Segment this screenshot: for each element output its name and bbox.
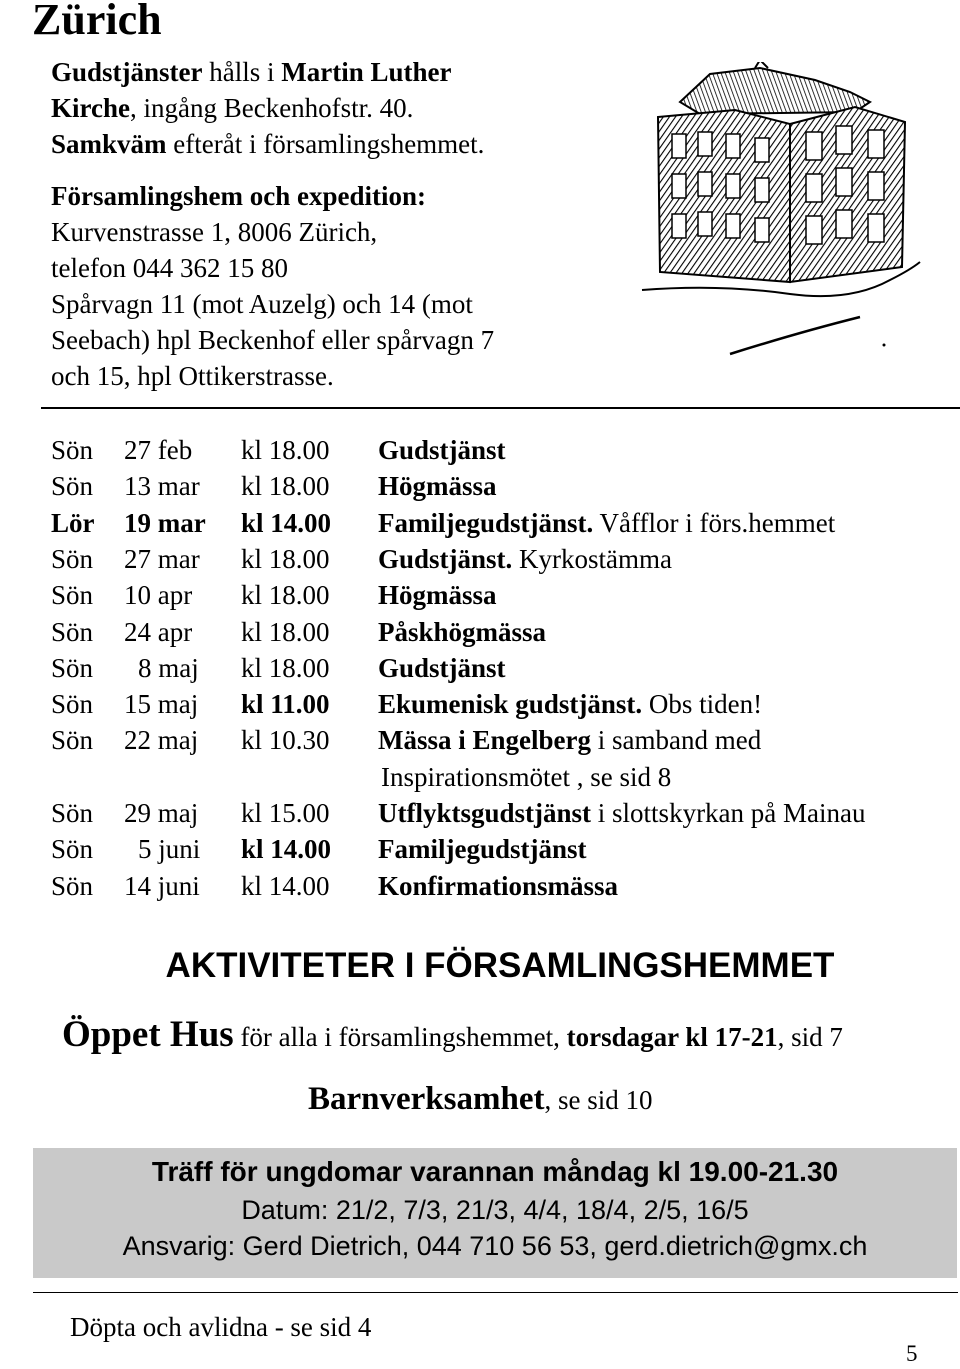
schedule-event-title: Familjegudstjänst — [378, 834, 587, 865]
schedule-row — [51, 650, 951, 686]
schedule-time: kl 11.00 — [241, 689, 330, 720]
intro-line-4: Församlingshem och expedition: — [51, 181, 426, 211]
schedule-time: kl 14.00 — [241, 834, 332, 865]
schedule-event-title: Gudstjänst. — [378, 543, 513, 574]
church-building-illustration — [640, 62, 936, 362]
schedule-event — [378, 722, 761, 758]
schedule-row — [51, 868, 951, 904]
intro-line-7: Spårvagn 11 (mot Auzelg) och 14 (mot — [51, 289, 473, 319]
page-title: Zürich — [32, 0, 162, 44]
schedule-row — [51, 795, 951, 831]
youth-box-dates: Datum: 21/2, 7/3, 21/3, 4/4, 18/4, 2/5, 16/5 — [241, 1195, 749, 1225]
schedule-row — [51, 722, 951, 758]
schedule-date: 22 maj — [124, 725, 199, 756]
schedule-event — [378, 831, 587, 867]
schedule-day: Sön — [51, 435, 94, 465]
schedule-time: kl 18.00 — [241, 616, 330, 647]
schedule-date: 27 mar — [124, 543, 200, 574]
schedule-row — [51, 432, 951, 468]
schedule-event-title: Ekumenisk gudstjänst. — [378, 689, 643, 720]
schedule-event — [378, 686, 762, 722]
schedule-event-note: Inspirationsmötet , se sid 8 — [381, 761, 672, 792]
schedule-time: kl 14.00 — [241, 507, 332, 538]
schedule-day: Lör — [51, 507, 95, 538]
section-divider — [41, 407, 960, 409]
schedule-event-note: Kyrkostämma — [512, 543, 673, 574]
schedule-event-title: Utflyktsgudstjänst — [378, 798, 592, 828]
schedule-day: Sön — [51, 616, 94, 647]
schedule-date: 8 maj — [138, 652, 199, 683]
schedule-event — [378, 468, 497, 504]
schedule-day: Sön — [51, 652, 94, 683]
schedule-event — [378, 614, 546, 650]
schedule-event-title: Gudstjänst — [378, 652, 506, 683]
intro-line-2: Kirche, ingång Beckenhofstr. 40. — [51, 93, 414, 123]
schedule-event-title: Gudstjänst — [378, 435, 506, 465]
schedule-day: Sön — [51, 471, 94, 502]
schedule-row — [51, 686, 951, 722]
schedule-event-note: Obs tiden! — [642, 689, 763, 720]
oppet-hus-line: Öppet Hus för alla i församlingshemmet, torsdagar kl 17-21, sid 7 — [62, 1014, 843, 1055]
intro-line-6: telefon 044 362 15 80 — [51, 253, 288, 283]
schedule-event-title: Familjegudstjänst. — [378, 507, 594, 538]
schedule-event-title: Mässa i Engelberg — [378, 725, 591, 756]
schedule-row — [51, 577, 951, 613]
page-number: 5 — [906, 1341, 918, 1366]
barnverksamhet-line: Barnverksamhet, se sid 10 — [308, 1081, 653, 1117]
schedule-time: kl 18.00 — [241, 543, 330, 574]
schedule-day: Sön — [51, 870, 94, 901]
footer-divider — [33, 1292, 958, 1293]
schedule-event-title: Högmässa — [378, 471, 497, 502]
intro-line-3: Samkväm efteråt i församlingshemmet. — [51, 129, 485, 159]
schedule-event — [378, 541, 672, 577]
schedule-event — [378, 650, 506, 686]
schedule-row — [51, 831, 951, 867]
footer-note: Döpta och avlidna - se sid 4 — [70, 1312, 372, 1342]
schedule-time: kl 18.00 — [241, 471, 330, 502]
schedule-event-note: Våfflor i förs.hemmet — [593, 507, 836, 538]
schedule-event-title: Högmässa — [378, 580, 497, 611]
schedule-row — [51, 468, 951, 504]
intro-line-5: Kurvenstrasse 1, 8006 Zürich, — [51, 217, 378, 247]
activities-heading: AKTIVITETER I FÖRSAMLINGSHEMMET — [165, 946, 835, 985]
schedule-event-title: Konfirmationsmässa — [378, 870, 619, 901]
schedule-event — [378, 868, 618, 904]
schedule-time: kl 18.00 — [241, 435, 330, 465]
youth-box-title: Träff för ungdomar varannan måndag kl 19.00-21.30 — [151, 1156, 839, 1187]
schedule-date: 19 mar — [124, 507, 206, 538]
schedule-day: Sön — [51, 689, 94, 720]
schedule-row — [51, 759, 951, 795]
schedule-date: 24 apr — [124, 616, 193, 647]
intro-line-8: Seebach) hpl Beckenhof eller spårvagn 7 — [51, 325, 495, 355]
schedule-date: 29 maj — [124, 798, 199, 828]
schedule-date: 5 juni — [138, 834, 201, 865]
schedule-day: Sön — [51, 798, 94, 828]
schedule-row — [51, 505, 951, 541]
intro-line-1: Gudstjänster hålls i Martin Luther — [51, 57, 452, 87]
intro-line-9: och 15, hpl Ottikerstrasse. — [51, 361, 334, 391]
schedule-date: 13 mar — [124, 471, 200, 502]
schedule-row — [51, 541, 951, 577]
schedule-row — [51, 614, 951, 650]
schedule-time: kl 18.00 — [241, 580, 330, 611]
schedule-event-note: i samband med — [591, 725, 762, 756]
schedule-event-note: i slottskyrkan på Mainau — [591, 798, 866, 828]
schedule-day: Sön — [51, 834, 94, 865]
schedule-event — [378, 795, 866, 831]
youth-meeting-box — [33, 1148, 957, 1278]
youth-box-contact: Ansvarig: Gerd Dietrich, 044 710 56 53, gerd.dietrich@gmx.ch — [122, 1231, 868, 1261]
schedule-date: 14 juni — [124, 870, 200, 901]
schedule-event — [378, 432, 506, 468]
schedule-time: kl 18.00 — [241, 652, 330, 683]
schedule-day: Sön — [51, 580, 94, 611]
schedule-day: Sön — [51, 543, 94, 574]
schedule-event — [378, 759, 671, 795]
schedule-event-title: Påskhögmässa — [378, 616, 547, 647]
schedule-time: kl 10.30 — [241, 725, 330, 756]
schedule-event — [378, 505, 835, 541]
schedule-time: kl 15.00 — [241, 798, 330, 828]
schedule-date: 15 maj — [124, 689, 199, 720]
schedule-date: 27 feb — [124, 435, 193, 465]
schedule-day: Sön — [51, 725, 94, 756]
schedule-event — [378, 577, 497, 613]
schedule-date: 10 apr — [124, 580, 193, 611]
schedule-time: kl 14.00 — [241, 870, 330, 901]
